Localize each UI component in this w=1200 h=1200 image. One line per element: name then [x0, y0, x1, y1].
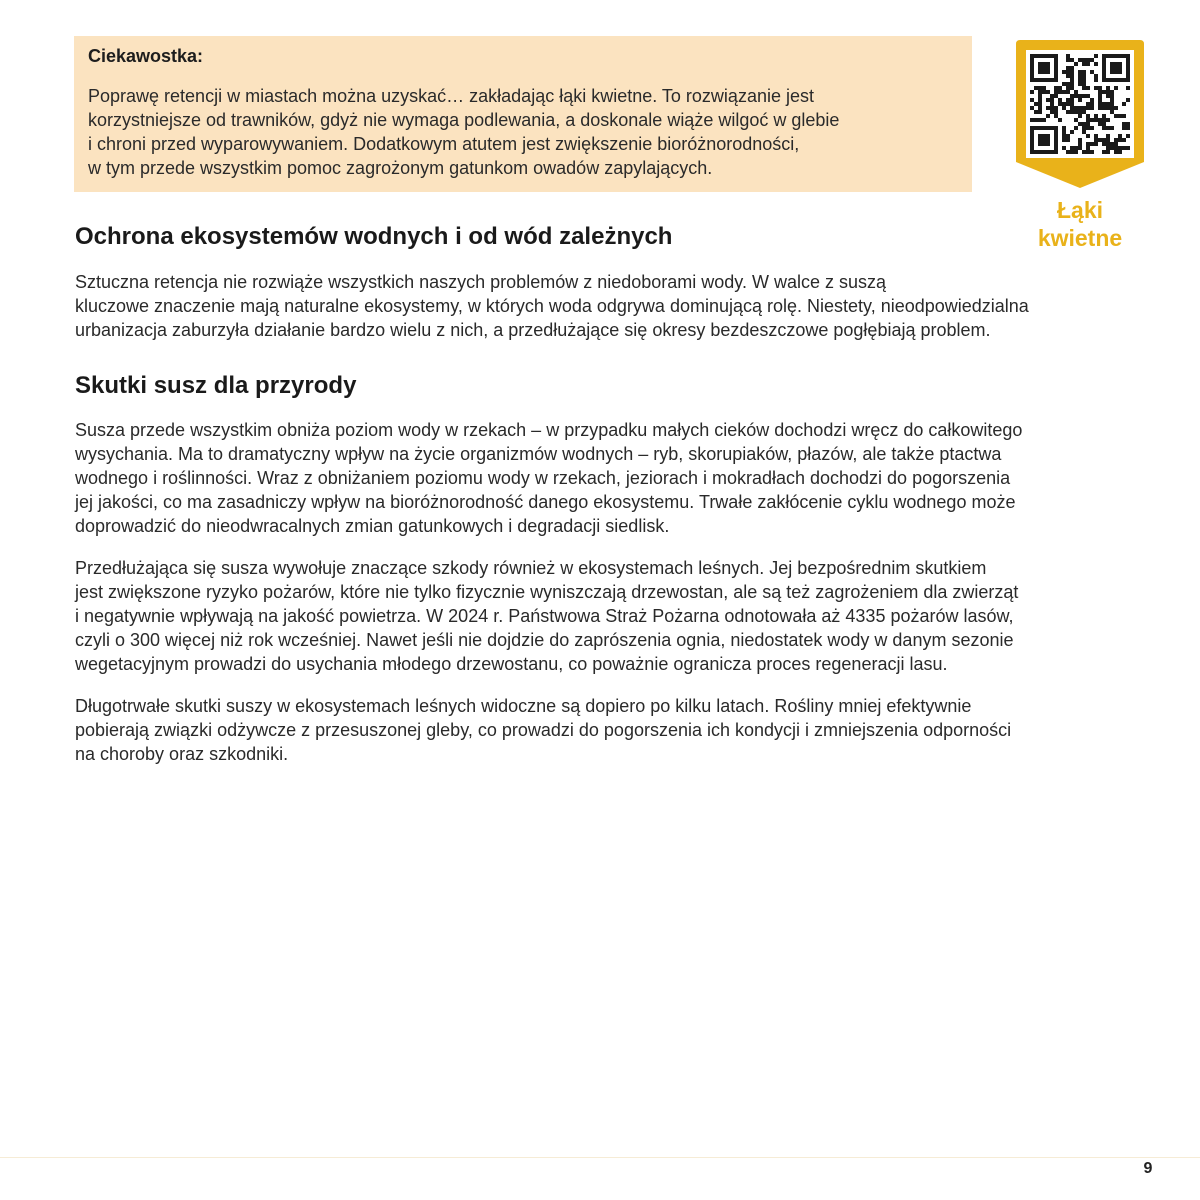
- paragraph-line: na choroby oraz szkodniki.: [75, 744, 289, 764]
- paragraph: [75, 694, 1155, 766]
- paragraph-line: czyli o 300 więcej niż rok wcześniej. Nawet jeśli nie dojdzie do zaprószenia ognia, niedostatek wody w danym sezonie: [75, 630, 1014, 650]
- qr-code-link[interactable]: [1016, 40, 1144, 188]
- fact-box-line: i chroni przed wyparowywaniem. Dodatkowym atutem jest zwiększenie bioróżnorodności,: [88, 134, 800, 154]
- qr-code-icon: [1016, 40, 1144, 188]
- fact-box: [74, 36, 972, 192]
- fact-box-line: w tym przede wszystkim pomoc zagrożonym gatunkom owadów zapylających.: [88, 158, 713, 178]
- fact-box-line: Poprawę retencji w miastach można uzyskać… zakładając łąki kwietne. To rozwiązanie jest: [88, 86, 814, 106]
- qr-caption-line: Łąki: [1056, 197, 1104, 223]
- fact-box-title: Ciekawostka:: [88, 46, 204, 66]
- qr-caption-line: kwietne: [1037, 225, 1123, 251]
- paragraph-line: Długotrwałe skutki suszy w ekosystemach leśnych widoczne są dopiero po kilku latach. Rośliny mniej efektywnie: [75, 696, 972, 716]
- section-heading: Skutki susz dla przyrody: [75, 372, 357, 399]
- paragraph-line: wodnego i roślinności. Wraz z obniżaniem poziomu wody w rzekach, jeziorach i mokradłach dochodzi do pogorszenia: [75, 468, 1011, 488]
- paragraph-line: doprowadzić do nieodwracalnych zmian gatunkowych i degradacji siedlisk.: [75, 516, 670, 536]
- paragraph-line: wegetacyjnym prowadzi do usychania młodego drzewostanu, co poważnie ogranicza proces regeneracji lasu.: [75, 654, 948, 674]
- paragraph: [75, 418, 1155, 538]
- paragraph-line: i negatywnie wpływają na jakość powietrza. W 2024 r. Państwowa Straż Pożarna odnotowała aż 4335 pożarów lasów,: [75, 606, 1014, 626]
- section-heading: Ochrona ekosystemów wodnych i od wód zależnych: [75, 223, 673, 250]
- paragraph-line: pobierają związki odżywcze z przesuszonej gleby, co prowadzi do pogorszenia ich kondycji i zmniejszenia odporności: [75, 720, 1012, 740]
- paragraph: [75, 270, 1155, 342]
- fact-box-text: [88, 84, 958, 180]
- page-number: 9: [1143, 1160, 1153, 1177]
- paragraph-line: Przedłużająca się susza wywołuje znaczące szkody również w ekosystemach leśnych. Jej bezpośrednim skutkiem: [75, 558, 987, 578]
- paragraph-line: kluczowe znaczenie mają naturalne ekosystemy, w których woda odgrywa dominującą rolę. Niestety, nieodpowiedzialna: [75, 296, 1029, 316]
- paragraph-line: Susza przede wszystkim obniża poziom wody w rzekach – w przypadku małych cieków dochodzi wręcz do całkowitego: [75, 420, 1023, 440]
- paragraph: [75, 556, 1155, 676]
- paragraph-line: Sztuczna retencja nie rozwiąże wszystkich naszych problemów z niedoborami wody. W walce z suszą: [75, 272, 886, 292]
- qr-caption: [1010, 196, 1150, 252]
- paragraph-line: jest zwiększone ryzyko pożarów, które nie tylko fizycznie wyniszczają drzewostan, ale są też zagrożeniem dla zwierząt: [75, 582, 1019, 602]
- paragraph-line: wysychania. Ma to dramatyczny wpływ na życie organizmów wodnych – ryb, skorupiaków, płazów, ale także ptactwa: [75, 444, 1002, 464]
- paragraph-line: jej jakości, co ma zasadniczy wpływ na bioróżnorodność danego ekosystemu. Trwałe zakłócenie cyklu wodnego może: [75, 492, 1016, 512]
- fact-box-line: korzystniejsze od trawników, gdyż nie wymaga podlewania, a doskonale wiąże wilgoć w glebie: [88, 110, 840, 130]
- paragraph-line: urbanizacja zaburzyła działanie bardzo wielu z nich, a przedłużające się okresy bezdeszczowe pogłębiają problem.: [75, 320, 991, 340]
- footer-divider: [0, 1157, 1200, 1158]
